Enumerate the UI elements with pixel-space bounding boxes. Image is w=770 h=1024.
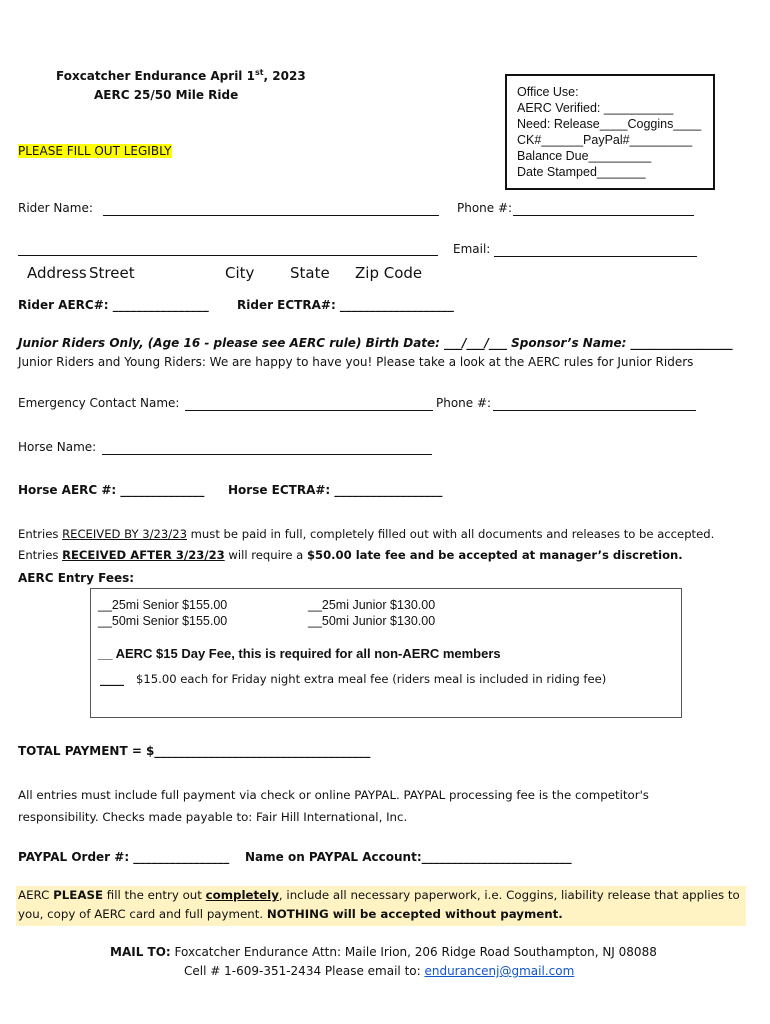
horse-name-field[interactable] — [102, 454, 432, 455]
completeness-notice-line1: AERC PLEASE fill the entry out completely, include all necessary paperwork, i.e. Coggins, liability release that applies to — [18, 888, 740, 902]
entries-deadline-note: Entries RECEIVED BY 3/23/23 must be paid in full, completely filled out with all documents and releases to be accepted. — [18, 527, 715, 541]
paypal-order-field[interactable]: PAYPAL Order #: ________________ — [18, 850, 230, 864]
email-label: Email: — [453, 242, 491, 256]
office-aerc-verified: AERC Verified: __________ — [517, 101, 674, 115]
office-use-box — [505, 74, 715, 190]
entry-fees-heading: AERC Entry Fees: — [18, 571, 135, 585]
address-caption: Address — [27, 264, 87, 282]
emergency-phone-label: Phone #: — [436, 396, 492, 410]
aerc-day-fee[interactable]: __ AERC $15 Day Fee, this is required for all non-AERC members — [98, 646, 501, 661]
fee-50mi-junior[interactable]: __50mi Junior $130.00 — [308, 614, 436, 628]
zip-caption: Zip Code — [355, 264, 423, 282]
emergency-contact-field[interactable] — [185, 410, 433, 411]
payment-note-line1: All entries must include full payment via check or online PAYPAL. PAYPAL processing fee is the competitor's — [18, 788, 649, 802]
event-title: Foxcatcher Endurance April 1st, 2023 — [56, 68, 306, 83]
horse-name-label: Horse Name: — [18, 440, 97, 454]
office-balance-due: Balance Due_________ — [517, 149, 652, 163]
contact-line: Cell # 1-609-351-2434 Please email to: endurancenj@gmail.com — [184, 964, 575, 978]
state-caption: State — [290, 264, 330, 282]
meal-fee-text: $15.00 each for Friday night extra meal fee (riders meal is included in riding fee) — [136, 672, 607, 686]
email-link[interactable]: endurancenj@gmail.com — [424, 964, 575, 978]
emergency-phone-field[interactable] — [493, 410, 696, 411]
city-caption: City — [225, 264, 255, 282]
fee-50mi-senior[interactable]: __50mi Senior $155.00 — [98, 614, 228, 628]
rider-ectra-field[interactable]: Rider ECTRA#: ___________________ — [237, 298, 454, 312]
junior-birth-sponsor[interactable]: Junior Riders Only, (Age 16 - please see AERC rule) Birth Date: ___/___/___ Sponsor’s Name: _________________ — [18, 336, 733, 350]
total-payment-field[interactable]: TOTAL PAYMENT = $____________________________________ — [18, 744, 371, 758]
office-date-stamped: Date Stamped_______ — [517, 165, 646, 179]
emergency-contact-label: Emergency Contact Name: — [18, 396, 180, 410]
email-field[interactable] — [494, 256, 697, 257]
horse-aerc-field[interactable]: Horse AERC #: ______________ — [18, 483, 205, 497]
payment-note-line2: responsibility. Checks made payable to: Fair Hill International, Inc. — [18, 810, 408, 824]
late-fee-note: Entries RECEIVED AFTER 3/23/23 will require a $50.00 late fee and be accepted at manager’s discretion. — [18, 548, 683, 562]
phone-field[interactable] — [513, 215, 694, 216]
street-caption: Street — [89, 264, 135, 282]
meal-fee-blank[interactable]: ____ — [100, 672, 124, 686]
office-need-release: Need: Release____Coggins____ — [517, 117, 702, 131]
mail-to-address: MAIL TO: Foxcatcher Endurance Attn: Maile Irion, 206 Ridge Road Southampton, NJ 08088 — [110, 945, 657, 959]
junior-welcome-note: Junior Riders and Young Riders: We are happy to have you! Please take a look at the AERC rules for Junior Riders — [18, 355, 694, 369]
event-subtitle: AERC 25/50 Mile Ride — [94, 88, 239, 102]
legibly-notice: PLEASE FILL OUT LEGIBLY — [18, 144, 172, 158]
completeness-notice-line2: you, copy of AERC card and full payment. NOTHING will be accepted without payment. — [18, 907, 563, 921]
rider-name-label: Rider Name: — [18, 201, 93, 215]
rider-name-field[interactable] — [103, 215, 439, 216]
fee-25mi-junior[interactable]: __25mi Junior $130.00 — [308, 598, 436, 612]
address-field[interactable] — [18, 255, 438, 256]
office-use-title: Office Use: — [517, 85, 579, 99]
title-superscript: st — [254, 68, 264, 77]
rider-aerc-field[interactable]: Rider AERC#: ________________ — [18, 298, 209, 312]
paypal-name-field[interactable]: Name on PAYPAL Account:_________________________ — [245, 850, 572, 864]
phone-label: Phone #: — [457, 201, 513, 215]
fee-25mi-senior[interactable]: __25mi Senior $155.00 — [98, 598, 228, 612]
office-ck-paypal: CK#______PayPal#_________ — [517, 133, 693, 147]
horse-ectra-field[interactable]: Horse ECTRA#: __________________ — [228, 483, 443, 497]
